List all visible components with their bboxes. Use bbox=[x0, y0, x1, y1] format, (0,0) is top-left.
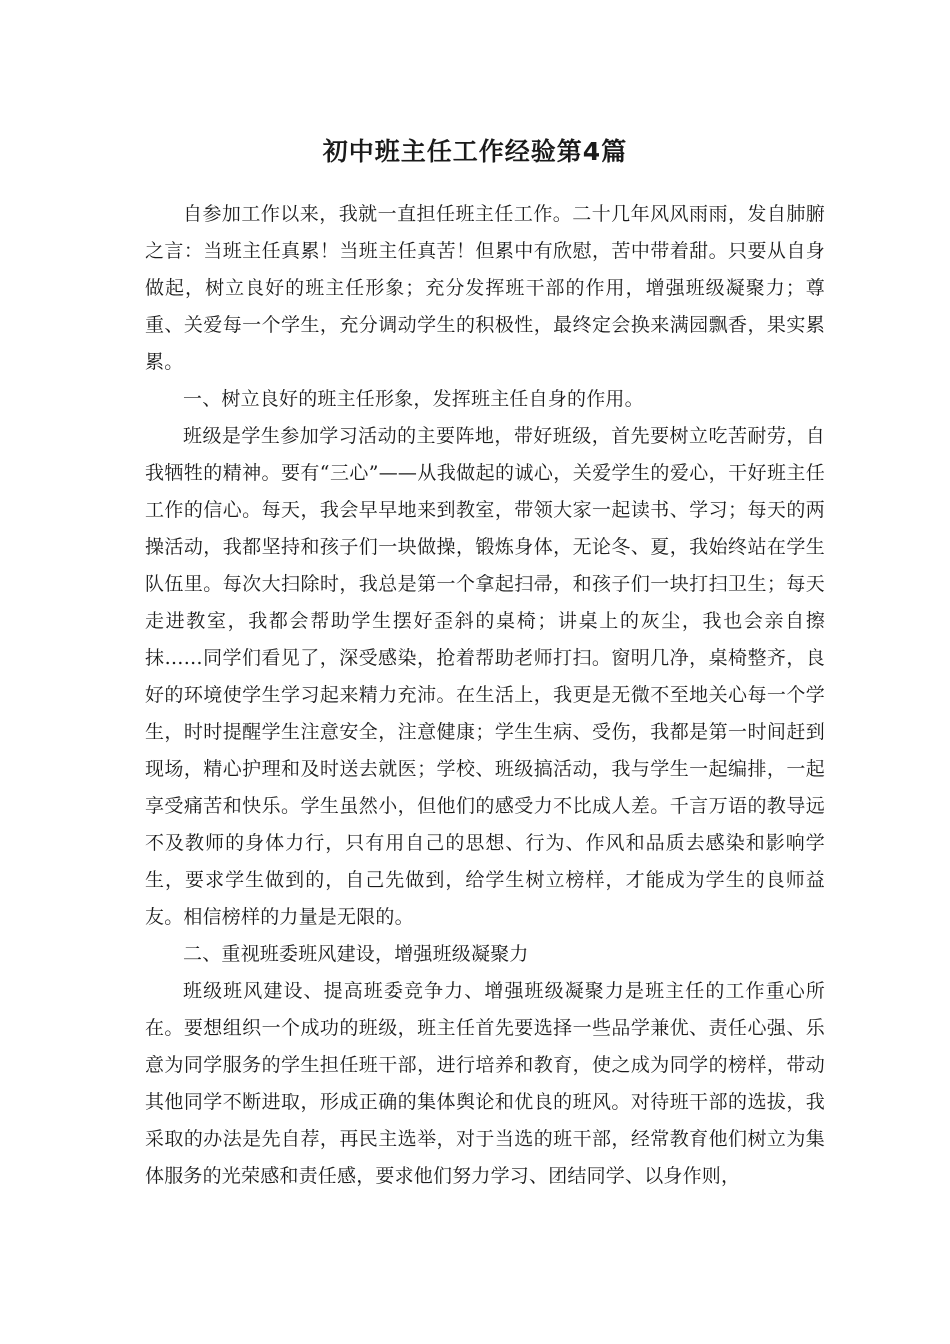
section-heading-1: 一、树立良好的班主任形象，发挥班主任自身的作用。 bbox=[183, 388, 644, 410]
section-2-paragraph: 班级班风建设、提高班委竞争力、增强班级凝聚力是班主任的工作重心所在。要想组织一个成功的班级，班主任首先要选择一些品学兼优、责任心强、乐意为同学服务的学生担任班干部，进行培养和教育，使之成为同学的榜样，带动其他同学不断进取，形成正确的集体舆论和优良的班风。对待班干部的选拔，我采取的办法是先自荐，再民主选举，对于当选的班干部，经常教育他们树立为集体服务的光荣感和责任感，要求他们努力学习、团结同学、以身作则， bbox=[145, 980, 825, 1187]
section-heading-2: 二、重视班委班风建设，增强班级凝聚力 bbox=[183, 943, 529, 965]
section-1-paragraph: 班级是学生参加学习活动的主要阵地，带好班级，首先要树立吃苦耐劳，自我牺牲的精神。要有“三心”——从我做起的诚心，关爱学生的爱心，干好班主任工作的信心。每天，我会早早地来到教室，带领大家一起读书、学习；每天的两操活动，我都坚持和孩子们一块做操，锻炼身体，无论冬、夏，我始终站在学生队伍里。每次大扫除时，我总是第一个拿起扫帚，和孩子们一块打扫卫生；每天走进教室，我都会帮助学生摆好歪斜的桌椅；讲桌上的灰尘，我也会亲自擦抹……同学们看见了，深受感染，抢着帮助老师打扫。窗明几净，桌椅整齐，良好的环境使学生学习起来精力充沛。在生活上，我更是无微不至地关心每一个学生，时时提醒学生注意安全，注意健康；学生生病、受伤，我都是第一时间赶到现场，精心护理和及时送去就医；学校、班级搞活动，我与学生一起编排，一起享受痛苦和快乐。学生虽然小，但他们的感受力不比成人差。千言万语的教导远不及教师的身体力行，只有用自己的思想、行为、作风和品质去感染和影响学生，要求学生做到的，自己先做到，给学生树立榜样，才能成为学生的良师益友。相信榜样的力量是无限的。 bbox=[145, 425, 825, 928]
document-body bbox=[145, 196, 825, 1195]
intro-paragraph: 自参加工作以来，我就一直担任班主任工作。二十几年风风雨雨，发自肺腑之言：当班主任真累！当班主任真苦！但累中有欣慰，苦中带着甜。只要从自身做起，树立良好的班主任形象；充分发挥班干部的作用，增强班级凝聚力；尊重、关爱每一个学生，充分调动学生的积极性，最终定会换来满园飘香，果实累累。 bbox=[145, 203, 825, 373]
document-title: 初中班主任工作经验第4篇 bbox=[322, 137, 628, 166]
